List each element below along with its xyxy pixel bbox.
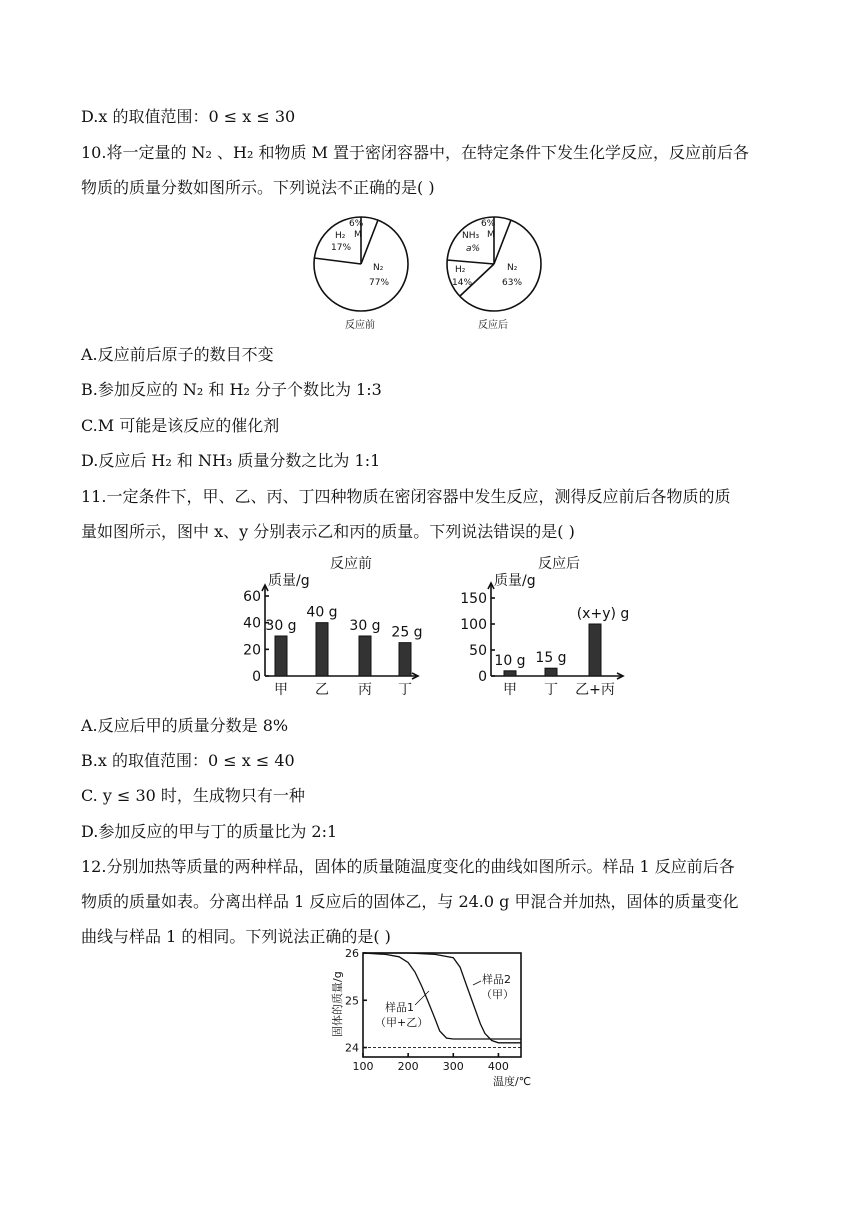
pie-before-wedge-edge-2 — [361, 220, 378, 264]
pie-after-nh3-value: a% — [466, 244, 481, 254]
bar-after-category-2: 乙+丙 — [575, 682, 615, 698]
bar-before-bar-1 — [316, 623, 328, 676]
line-xtick-label-0: 100 — [352, 1060, 374, 1073]
pie-after-nh3-label: NH₃ — [462, 231, 480, 241]
line-ytick-label-2: 26 — [345, 947, 359, 960]
bar-before-ytick-label-0: 0 — [252, 669, 261, 685]
pie-before-caption: 反应前 — [345, 320, 375, 331]
bar-after-ytick-label-0: 0 — [478, 669, 487, 685]
bar-before-value-label-0: 30 g — [265, 618, 297, 634]
pie-after-m-value: 6% — [481, 219, 496, 229]
bar-after-category-1: 丁 — [544, 682, 558, 698]
pie-before-m-value: 6% — [349, 219, 364, 229]
bar-after-ytick-label-2: 100 — [460, 617, 487, 633]
bar-after-ylabel: 质量/g — [494, 573, 536, 589]
question-12-line-2: 物质的质量如表。分离出样品 1 反应后的固体乙，与 24.0 g 甲混合并加热，固体的质量变化 — [81, 892, 739, 911]
line-xtick-label-3: 400 — [487, 1060, 509, 1073]
question-10-line-2: 物质的质量分数如图所示。下列说法不正确的是( ) — [81, 178, 435, 197]
bar-before-value-label-1: 40 g — [306, 604, 338, 621]
pie-after-h2-label: H₂ — [455, 265, 466, 275]
question-12-line-1: 12.分别加热等质量的两种样品，固体的质量随温度变化的曲线如图所示。样品 1 反应前后各 — [81, 857, 735, 876]
bar-before-category-1: 乙 — [315, 682, 329, 698]
pie-before — [314, 217, 408, 331]
option-11d: D.参加反应的甲与丁的质量比为 2:1 — [81, 822, 338, 841]
pie-before-m-label: M — [354, 230, 362, 240]
option-10c: C.M 可能是该反应的催化剂 — [81, 416, 280, 435]
pie-after-wedge-edge-3 — [447, 260, 494, 264]
option-10d: D.反应后 H₂ 和 NH₃ 质量分数之比为 1:1 — [81, 451, 381, 470]
option-10b: B.参加反应的 N₂ 和 H₂ 分子个数比为 1:3 — [81, 380, 382, 399]
bar-after-ytick-label-1: 50 — [469, 643, 487, 659]
bar-after-title: 反应后 — [538, 556, 580, 572]
question-11-line-2: 量如图所示，图中 x、y 分别表示乙和丙的质量。下列说法错误的是( ) — [81, 522, 575, 541]
bar-after-value-label-0: 10 g — [494, 652, 526, 669]
pie-after-caption: 反应后 — [478, 320, 508, 331]
line-chart-figure — [325, 945, 540, 1095]
bar-after-value-label-1: 15 g — [535, 650, 567, 667]
question-10-line-1: 10.将一定量的 N₂ 、H₂ 和物质 M 置于密闭容器中，在特定条件下发生化学反应，反应前后各 — [81, 143, 750, 162]
legend-sample2-name: 样品2 — [482, 973, 511, 986]
bar-before-value-label-3: 25 g — [391, 624, 423, 641]
option-11a: A.反应后甲的质量分数是 8% — [81, 716, 289, 735]
pie-after-wedge-edge-2 — [494, 220, 511, 264]
line-xtick-label-2: 300 — [442, 1060, 464, 1073]
pie-after-h2-value: 14% — [452, 278, 473, 288]
pie-charts-figure — [305, 210, 545, 335]
bar-after-category-0: 甲 — [503, 682, 517, 698]
line-xtick-label-1: 200 — [397, 1060, 419, 1073]
question-11-line-1: 11.一定条件下，甲、乙、丙、丁四种物质在密闭容器中发生反应，测得反应前后各物质的质 — [81, 487, 731, 506]
bar-before-category-2: 丙 — [358, 682, 372, 698]
bar-before-bar-0 — [275, 636, 287, 676]
pie-before-h2-value: 17% — [331, 243, 352, 253]
bar-after-ytick-label-3: 150 — [460, 591, 487, 607]
pie-after-n2-value: 63% — [502, 278, 523, 288]
pie-before-n2-label: N₂ — [373, 263, 384, 273]
bar-charts-figure — [240, 550, 630, 700]
legend-sample2-sub: （甲） — [481, 988, 514, 1001]
pie-after — [447, 217, 541, 331]
legend-sample1-sub: （甲+乙） — [375, 1016, 429, 1029]
bar-before-category-3: 丁 — [398, 682, 412, 698]
bar-before-ytick-label-2: 40 — [243, 615, 261, 632]
line-ytick-label-0: 24 — [345, 1041, 359, 1055]
bar-before-value-label-2: 30 g — [349, 618, 381, 634]
line-chart-xlabel: 温度/℃ — [493, 1075, 532, 1088]
pie-after-m-label: M — [487, 230, 495, 240]
bar-before-bar-2 — [359, 636, 371, 676]
bar-after-bar-0 — [504, 671, 516, 676]
bar-after — [460, 556, 629, 698]
bar-before-category-0: 甲 — [274, 682, 288, 698]
option-10d-prev: D.x 的取值范围：0 ≤ x ≤ 30 — [81, 107, 296, 126]
bar-before-ytick-label-3: 60 — [243, 589, 261, 605]
bar-before-ytick-label-1: 20 — [243, 642, 261, 659]
bar-after-bar-2 — [589, 624, 601, 676]
legend-sample1-name: 样品1 — [385, 1001, 414, 1014]
pie-before-wedge-edge-3 — [314, 258, 361, 264]
line-ytick-label-1: 25 — [345, 994, 359, 1008]
pie-after-n2-label: N₂ — [507, 263, 518, 273]
question-12-line-3: 曲线与样品 1 的相同。下列说法正确的是( ) — [81, 927, 391, 946]
option-10a: A.反应前后原子的数目不变 — [81, 345, 274, 364]
legend-sample2-leader — [473, 981, 481, 985]
pie-before-n2-value: 77% — [369, 278, 390, 288]
line-chart-ylabel: 固体的质量/g — [331, 971, 344, 1037]
bar-before-ylabel: 质量/g — [268, 573, 310, 589]
option-11c: C. y ≤ 30 时，生成物只有一种 — [81, 786, 305, 805]
bar-before — [243, 556, 422, 698]
bar-before-title: 反应前 — [330, 556, 372, 572]
bar-after-value-label-2: (x+y) g — [576, 606, 630, 622]
bar-before-bar-3 — [399, 643, 411, 676]
option-11b: B.x 的取值范围：0 ≤ x ≤ 40 — [81, 751, 295, 770]
pie-before-h2-label: H₂ — [335, 231, 346, 241]
bar-after-bar-1 — [545, 668, 557, 676]
